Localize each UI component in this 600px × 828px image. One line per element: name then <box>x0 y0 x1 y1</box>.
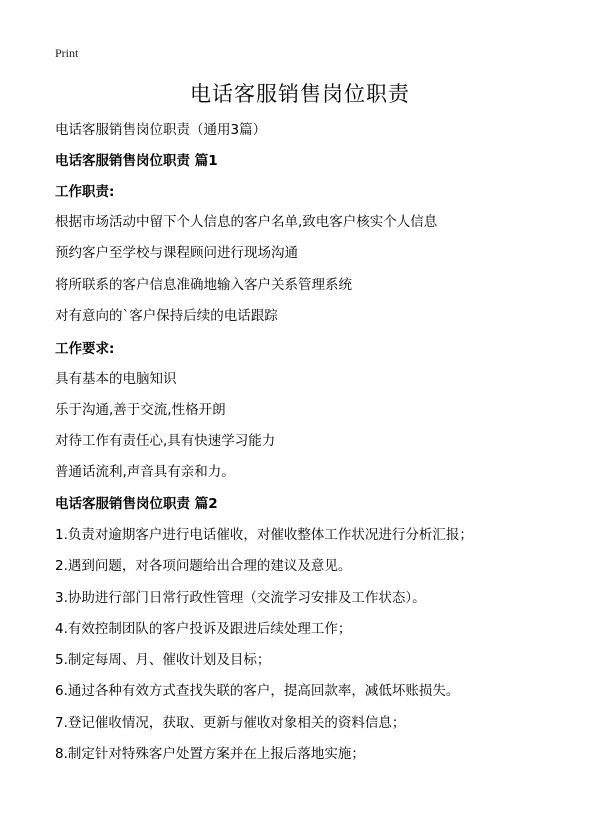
document-subtitle: 电话客服销售岗位职责（通用3篇） <box>55 122 267 138</box>
section2-heading: 电话客服销售岗位职责 篇2 <box>55 496 218 512</box>
page-title: 电话客服销售岗位职责 <box>190 82 410 106</box>
duties-heading: 工作职责: <box>55 184 115 200</box>
requirements-heading: 工作要求: <box>55 341 115 357</box>
list-item: 3.协助进行部门日常行政性管理（交流学习安排及工作状态）。 <box>55 590 426 606</box>
section1-heading: 电话客服销售岗位职责 篇1 <box>55 153 218 169</box>
list-item: 5.制定每周、月、催收计划及目标； <box>55 652 271 668</box>
duty-item: 预约客户至学校与课程顾问进行现场沟通 <box>55 245 298 261</box>
duty-item: 对有意向的`客户保持后续的电话跟踪 <box>55 308 278 324</box>
duty-item: 将所联系的客户信息准确地输入客户关系管理系统 <box>55 277 352 293</box>
list-item: 1.负责对逾期客户进行电话催收，对催收整体工作状况进行分析汇报； <box>55 527 473 543</box>
requirement-item: 乐于沟通,善于交流,性格开朗 <box>55 402 226 418</box>
list-item: 4.有效控制团队的客户投诉及跟进后续处理工作； <box>55 621 352 637</box>
requirement-item: 具有基本的电脑知识 <box>55 371 177 387</box>
list-item: 7.登记催收情况，获取、更新与催收对象相关的资料信息； <box>55 715 406 731</box>
list-item: 2.遇到问题，对各项问题给出合理的建议及意见。 <box>55 558 352 574</box>
duty-item: 根据市场活动中留下个人信息的客户名单,致电客户核实个人信息 <box>55 214 438 230</box>
list-item: 8.制定针对特殊客户处置方案并在上报后落地实施； <box>55 746 365 762</box>
list-item: 6.通过各种有效方式查找失联的客户，提高回款率，减低坏账损失。 <box>55 683 460 699</box>
requirement-item: 普通话流利,声音具有亲和力。 <box>55 464 235 480</box>
print-label: Print <box>55 46 79 60</box>
requirement-item: 对待工作有责任心,具有快速学习能力 <box>55 433 276 449</box>
